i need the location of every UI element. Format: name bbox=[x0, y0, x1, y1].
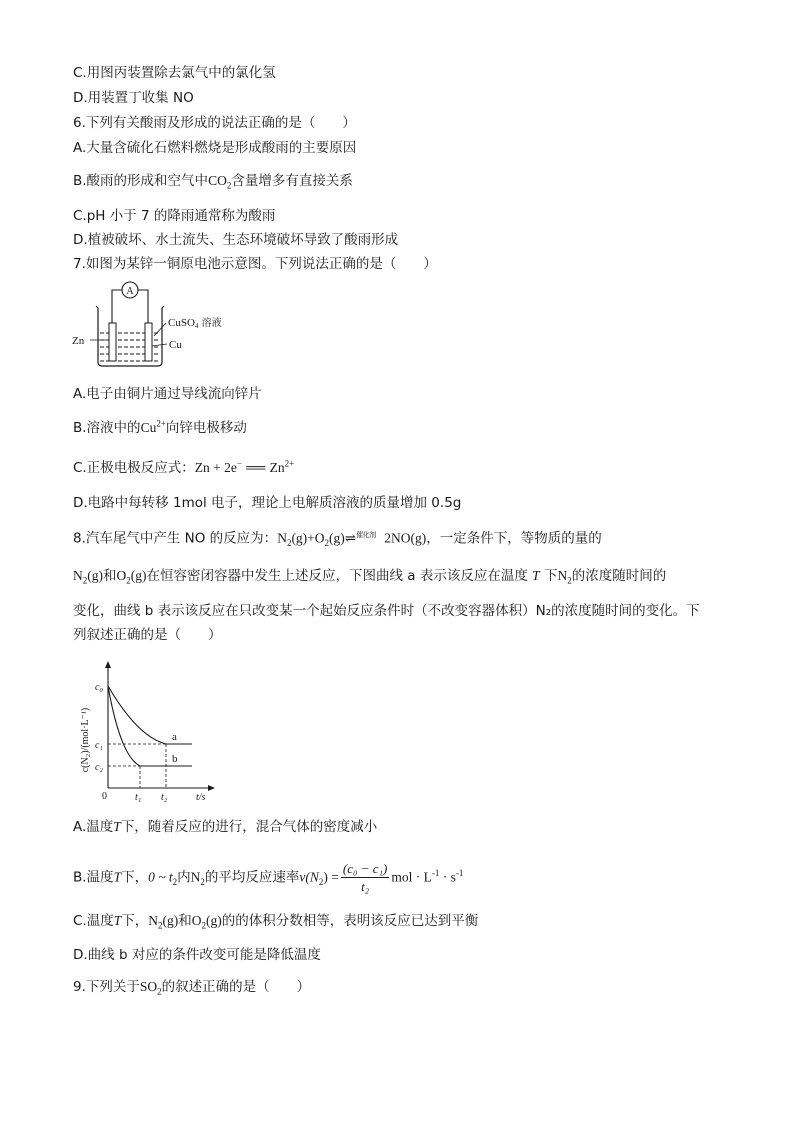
q8-b-N2-sub: 2 bbox=[200, 877, 205, 888]
q7-option-a: A.电子由铜片通过导线流向锌片 bbox=[73, 386, 262, 402]
q8-c-o2-sub: 2 bbox=[201, 920, 206, 931]
q7-c-prod: Zn bbox=[269, 460, 285, 475]
q6-b-sub: 2 bbox=[226, 180, 232, 191]
q8-a-pre: A.温度 bbox=[73, 819, 114, 835]
q8-option-c bbox=[73, 912, 478, 930]
q8-l2-o2-state: (g) bbox=[130, 568, 147, 583]
curve-b bbox=[108, 686, 192, 766]
q8-stem-post: ，一定条件下，等物质的量的 bbox=[426, 530, 602, 547]
leader-cu bbox=[152, 344, 167, 346]
ammeter-label: A bbox=[126, 286, 134, 297]
q8-b-denominator: t₂ bbox=[361, 879, 370, 894]
q8-l2-o2: O bbox=[116, 568, 127, 583]
graph-ylabel: c(N₂)/(mol·L⁻¹) bbox=[80, 707, 91, 773]
q8-b-unit: mol · L bbox=[391, 869, 432, 885]
q9-chem: SO bbox=[139, 979, 158, 994]
q6-b-chem: CO bbox=[208, 173, 227, 188]
graph-x-arrow bbox=[208, 785, 215, 791]
q8-b-T: T bbox=[113, 869, 122, 885]
q7-c-pre: C.正极电极反应式： bbox=[73, 460, 195, 476]
q8-c-and: 和 bbox=[178, 913, 192, 929]
q8-l2-n2-state: (g) bbox=[87, 568, 103, 583]
graph-t1: t₁ bbox=[135, 792, 142, 803]
q8-option-d: D.曲线 b 对应的条件改变可能是降低温度 bbox=[73, 947, 321, 963]
q8-b-rate: v(N bbox=[299, 869, 319, 885]
q8-l2-N2: N bbox=[557, 568, 568, 583]
q6-option-a: A.大量含硫化石燃料燃烧是形成酸雨的主要原因 bbox=[73, 140, 357, 156]
graph-y-arrow bbox=[105, 661, 111, 668]
q9-stem bbox=[73, 978, 310, 996]
graph-t2: t₂ bbox=[161, 792, 168, 803]
graph-c2: c₂ bbox=[95, 762, 103, 773]
leader-solution bbox=[154, 323, 166, 336]
q8-stem-line1 bbox=[73, 526, 602, 548]
q8-option-a bbox=[73, 818, 377, 836]
label-solution bbox=[168, 316, 222, 330]
zinc-electrode bbox=[109, 323, 116, 361]
q8-b-unit-sup2: -1 bbox=[455, 868, 464, 878]
graph-xlabel: t/s bbox=[196, 792, 206, 803]
q8-l2-post-a: 在恒容密闭容器中发生上述反应，下图曲线 a 表示该反应在温度 bbox=[146, 568, 528, 584]
q8-b-range-sub: 2 bbox=[172, 877, 178, 888]
q6-b-pre: B.酸雨的形成和空气中 bbox=[73, 173, 209, 189]
q7-c-arrow: ══ bbox=[246, 460, 266, 475]
q6-option-d: D.植被破坏、水土流失、生态环境破坏导致了酸雨形成 bbox=[73, 232, 399, 248]
q8-c-T: T bbox=[113, 913, 122, 928]
label-solution-sub: 4 bbox=[194, 322, 199, 330]
q8-eq-n2: N bbox=[277, 530, 287, 546]
graph-origin: 0 bbox=[102, 791, 107, 802]
concentration-time-graph bbox=[72, 658, 222, 808]
q8-eq-o2-sub: 2 bbox=[324, 538, 330, 549]
q8-b-mid3: 的平均反应速率 bbox=[204, 869, 300, 886]
q8-b-mid: 下， bbox=[121, 869, 149, 886]
q8-stem-line3: 变化，曲线 b 表示该反应在只改变某一个起始反应条件时（不改变容器体积）N₂的浓度随时间的变化。下 bbox=[73, 603, 700, 619]
q9-sub: 2 bbox=[157, 986, 162, 997]
q8-a-T: T bbox=[113, 819, 121, 834]
q8-stem-line2 bbox=[73, 567, 666, 585]
q8-c-mid: 下， bbox=[121, 913, 149, 929]
curve-a bbox=[108, 686, 192, 744]
copper-electrode bbox=[145, 323, 152, 361]
q8-eq-n2-sub: 2 bbox=[286, 538, 292, 549]
q8-l2-N2-sub: 2 bbox=[567, 575, 572, 586]
q7-c-eq: Zn + 2e bbox=[194, 460, 237, 475]
q9-stem-pre: 9.下列关于 bbox=[73, 979, 140, 995]
q7-b-pre: B.溶液中的 bbox=[73, 420, 141, 436]
q7-c-eq-sup: − bbox=[236, 458, 242, 469]
q6-stem: 6.下列有关酸雨及形成的说法正确的是（ ） bbox=[73, 115, 356, 131]
q8-stem-line4: 列叙述正确的是（ ） bbox=[73, 627, 222, 643]
q7-b-post: 向锌电极移动 bbox=[165, 420, 247, 436]
q6-option-b bbox=[73, 172, 353, 190]
q7-c-prod-sup: 2+ bbox=[284, 458, 295, 469]
q7-option-c bbox=[73, 459, 294, 477]
graph-c1: c₁ bbox=[95, 740, 103, 751]
galvanic-cell-figure bbox=[70, 278, 250, 373]
q8-b-pre: B.温度 bbox=[73, 869, 114, 886]
q8-l2-mid: 和 bbox=[103, 568, 117, 584]
q8-c-post: 的的体积分数相等，表明该反应已达到平衡 bbox=[221, 913, 479, 929]
q8-l2-post-c: 的浓度随时间的 bbox=[571, 568, 667, 584]
q8-b-range: 0 ~ t bbox=[148, 869, 173, 885]
q8-b-mid2: 内 bbox=[177, 869, 191, 886]
q8-l2-n2: N bbox=[73, 568, 83, 583]
q7-option-b bbox=[73, 419, 247, 437]
q8-c-o2-state: (g) bbox=[205, 913, 222, 928]
label-solution-formula: CuSO bbox=[168, 317, 195, 329]
q8-l2-post-b: 下 bbox=[543, 568, 558, 584]
q8-b-unit-s: · s bbox=[439, 869, 456, 885]
q8-l2-n2-sub: 2 bbox=[82, 575, 88, 586]
q7-b-sup: 2+ bbox=[156, 418, 166, 429]
q8-stem-pre: 8.汽车尾气中产生 NO 的反应为： bbox=[73, 530, 278, 547]
q8-c-n2-state: (g) bbox=[162, 913, 179, 928]
label-solution-tail: 溶液 bbox=[198, 318, 222, 329]
label-zn: Zn bbox=[72, 335, 85, 347]
q7-b-chem: Cu bbox=[140, 420, 157, 435]
q8-b-N2: N bbox=[190, 869, 201, 885]
graph-curve-a-label: a bbox=[172, 731, 177, 743]
q7-stem: 7.如图为某锌一铜原电池示意图。下列说法正确的是（ ） bbox=[73, 256, 437, 272]
q8-b-rate-close: ) = bbox=[323, 869, 339, 885]
q8-l2-T: T bbox=[532, 568, 540, 583]
q8-eq-condition: 催化剂 bbox=[356, 531, 376, 539]
q8-c-pre: C.温度 bbox=[73, 913, 114, 929]
q8-b-fraction bbox=[341, 860, 390, 895]
graph-curve-b-label: b bbox=[172, 753, 178, 765]
q7-option-d: D.电路中每转移 1mol 电子，理论上电解质溶液的质量增加 0.5g bbox=[73, 495, 462, 511]
q8-eq-o2-state: (g) bbox=[329, 530, 345, 546]
q8-eq-n2-state: (g)+O bbox=[291, 530, 325, 546]
q5-option-c: C.用图丙装置除去氯气中的氯化氢 bbox=[73, 65, 276, 81]
q5-option-d: D.用装置丁收集 NO bbox=[73, 90, 194, 106]
q8-option-b bbox=[73, 860, 463, 895]
q8-b-rate-sub: 2 bbox=[318, 877, 324, 888]
q8-c-n2: N bbox=[148, 913, 158, 928]
q8-l2-o2-sub: 2 bbox=[126, 575, 131, 586]
q8-c-o2: O bbox=[191, 913, 202, 928]
q6-b-post: 含量增多有直接关系 bbox=[231, 173, 353, 189]
q8-b-unit-sup1: -1 bbox=[431, 868, 440, 878]
q8-b-numerator: (c₀ − c₁) bbox=[342, 861, 388, 876]
graph-c0: c₀ bbox=[95, 682, 103, 693]
q8-a-post: 下，随着反应的进行，混合气体的密度减小 bbox=[120, 819, 378, 835]
label-cu: Cu bbox=[169, 339, 182, 351]
q9-stem-post: 的叙述正确的是（ ） bbox=[161, 979, 311, 995]
q8-c-n2-sub: 2 bbox=[157, 920, 163, 931]
beaker bbox=[96, 306, 164, 366]
q8-eq-right: 2NO(g) bbox=[384, 530, 427, 546]
q8-eq-arrow: ⇌ bbox=[344, 530, 357, 546]
q6-option-c: C.pH 小于 7 的降雨通常称为酸雨 bbox=[73, 208, 276, 224]
